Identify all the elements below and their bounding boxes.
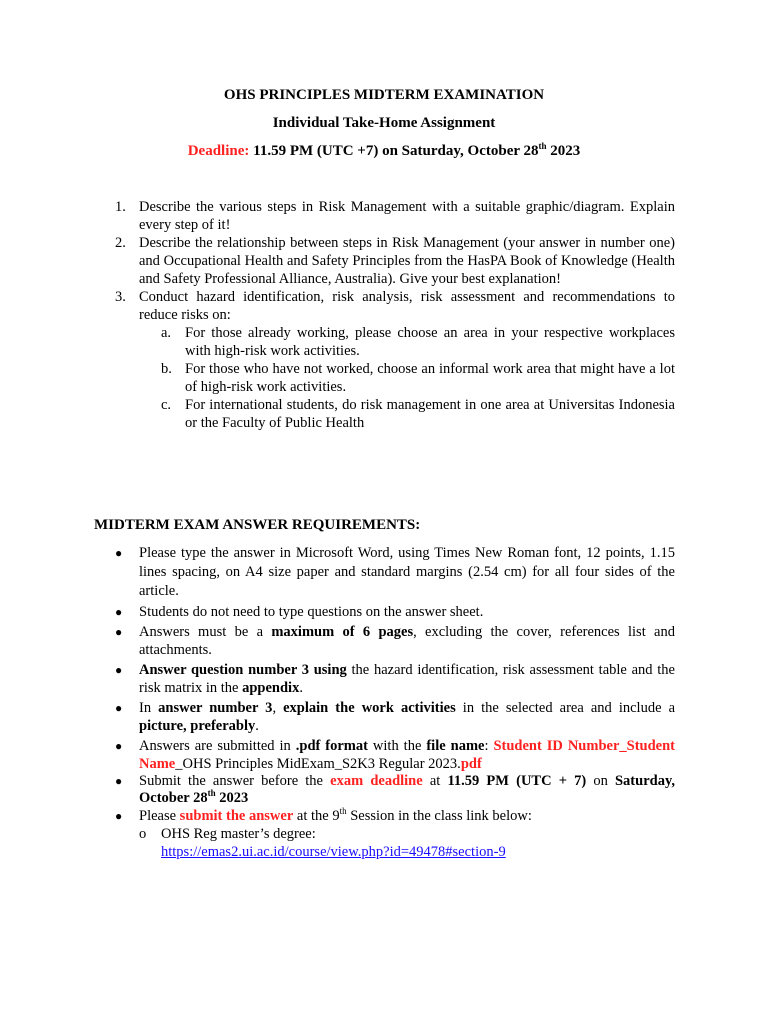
sub-question-item	[139, 360, 675, 396]
circle-bullet-icon: o	[139, 826, 147, 842]
file-extension: pdf	[460, 756, 482, 772]
question-number: 3.	[115, 289, 126, 305]
class-link-label: OHS Reg master’s degree:	[161, 826, 316, 842]
requirement-item	[115, 661, 675, 697]
class-link[interactable]: https://emas2.ui.ac.id/course/view.php?id=49478#section-9	[161, 844, 506, 860]
requirement-item	[115, 623, 675, 659]
requirement-text: In	[139, 700, 159, 716]
sub-question-letter: a.	[161, 325, 172, 341]
bullet-icon: ●	[115, 625, 123, 639]
requirement-text: :	[484, 738, 494, 754]
question-number: 2.	[115, 235, 126, 251]
requirements-list	[115, 544, 675, 861]
deadline-label: Deadline:	[187, 143, 250, 159]
requirement-emphasis: 11.59 PM (UTC + 7)	[447, 773, 587, 789]
requirement-sup: th	[339, 806, 347, 817]
question-text: Conduct hazard identification, risk analysis, risk assessment and recommendations to reduce risks on:	[139, 289, 675, 323]
question-text: Describe the various steps in Risk Management with a suitable graphic/diagram. Explain every step of it!	[139, 199, 675, 233]
requirement-text: Answers are submitted in	[139, 738, 296, 754]
requirement-item	[115, 699, 675, 735]
requirement-text: , excluding the cover, references list and attachments.	[139, 624, 675, 658]
bullet-icon: ●	[115, 605, 123, 619]
deadline-line	[0, 142, 768, 160]
requirement-emphasis: explain the work activities	[283, 700, 456, 716]
requirement-emphasis: answer number 3	[158, 700, 273, 716]
requirements-title: MIDTERM EXAM ANSWER REQUIREMENTS:	[94, 517, 421, 533]
requirement-text: ,	[272, 700, 284, 716]
sub-question-list	[139, 324, 675, 432]
sub-question-letter: b.	[161, 361, 172, 377]
file-name-pattern: Student ID Number_Student Name	[139, 738, 675, 772]
requirement-item	[115, 773, 675, 807]
question-item	[115, 234, 675, 288]
bullet-icon: ●	[115, 546, 123, 560]
requirement-emphasis: picture, preferably	[139, 718, 256, 734]
requirement-text: Please type the answer in Microsoft Word, using Times New Roman font, 12 points, 1.15 lines spacing, on A4 size paper and standard margins (2.54 cm) for all four sides of the article.	[139, 545, 675, 599]
requirement-text: _OHS Principles MidExam_S2K3 Regular 2023.	[175, 756, 461, 772]
requirement-item	[115, 544, 675, 601]
requirement-item	[115, 807, 675, 861]
sub-question-item	[139, 396, 675, 432]
exam-deadline-label: exam deadline	[330, 773, 423, 789]
requirement-text: with the	[367, 738, 427, 754]
requirement-text: the hazard identification, risk assessment table and the risk matrix in the	[139, 662, 675, 696]
requirement-emphasis: file name	[426, 738, 485, 754]
bullet-icon: ●	[115, 663, 123, 677]
sub-question-text: For those who have not worked, choose an informal work area that might have a lot of high-risk work activities.	[185, 361, 675, 395]
requirement-text: at the 9	[293, 808, 340, 824]
requirement-text: .	[299, 680, 303, 696]
sub-question-item	[139, 324, 675, 360]
requirement-text: Submit the answer before the	[139, 773, 331, 789]
question-list	[115, 198, 675, 432]
requirement-emphasis: 2023	[215, 790, 249, 806]
requirement-text: in the selected area and include a	[455, 700, 676, 716]
deadline-text: 11.59 PM (UTC +7) on Saturday, October 28	[249, 143, 539, 159]
requirement-item	[115, 737, 675, 773]
requirement-text: on	[586, 773, 615, 789]
requirement-emphasis: Saturday, October 28	[139, 773, 676, 806]
page-subtitle: Individual Take-Home Assignment	[272, 115, 496, 131]
sub-question-text: For international students, do risk management in one area at Universitas Indonesia or the Faculty of Public Health	[185, 397, 675, 431]
requirement-emphasis: Answer question number 3 using	[139, 662, 347, 678]
requirement-emphasis: maximum of 6 pages	[271, 624, 414, 640]
requirement-item	[115, 603, 675, 621]
requirement-text: Students do not need to type questions on the answer sheet.	[139, 604, 484, 620]
page-title: OHS PRINCIPLES MIDTERM EXAMINATION	[223, 87, 545, 103]
requirement-emphasis: appendix	[242, 680, 300, 696]
requirement-emphasis: .pdf format	[295, 738, 368, 754]
requirement-sup: th	[207, 788, 216, 799]
bullet-icon: ●	[115, 809, 123, 823]
deadline-year: 2023	[546, 143, 581, 159]
question-number: 1.	[115, 199, 126, 215]
bullet-icon: ●	[115, 774, 123, 788]
requirement-text: Please	[139, 808, 180, 824]
class-link-item	[115, 825, 675, 861]
requirement-text: Answers must be a	[139, 624, 272, 640]
deadline-sup: th	[538, 141, 547, 151]
sub-question-text: For those already working, please choose an area in your respective workplaces with high-risk work activities.	[185, 325, 675, 359]
question-item	[115, 198, 675, 234]
submit-label: submit the answer	[179, 808, 294, 824]
requirement-text: .	[255, 718, 259, 734]
question-item	[115, 288, 675, 432]
question-text: Describe the relationship between steps in Risk Management (your answer in number one) and Occupational Health and Safety Principles from the HasPA Book of Knowledge (Health and Safety Professional Alliance, Australia). Give your best explanation!	[139, 235, 675, 287]
requirement-text: at	[422, 773, 448, 789]
sub-question-letter: c.	[161, 397, 172, 413]
bullet-icon: ●	[115, 701, 123, 715]
requirement-text: Session in the class link below:	[346, 808, 532, 824]
bullet-icon: ●	[115, 739, 123, 753]
